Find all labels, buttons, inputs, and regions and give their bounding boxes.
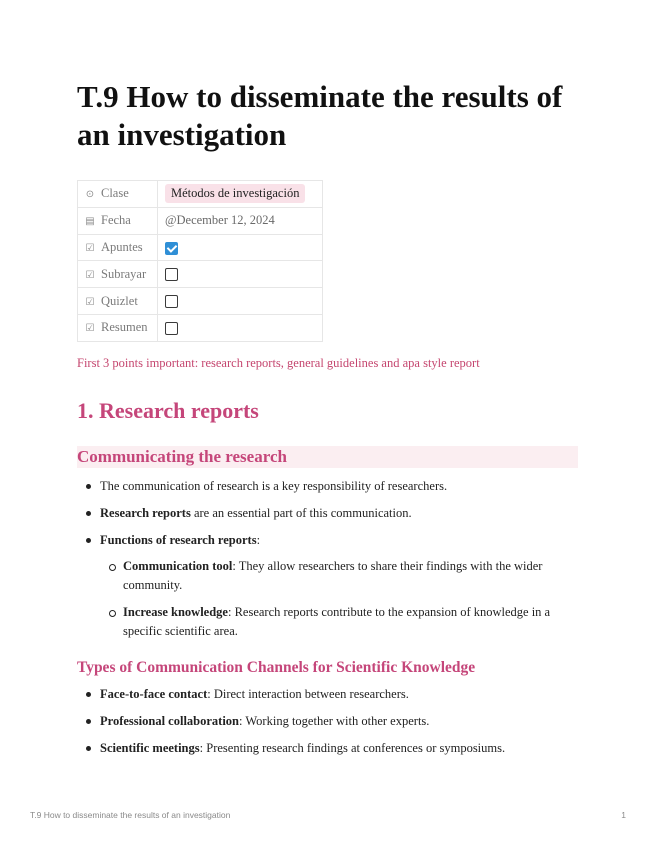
property-row-resumen — [78, 314, 323, 341]
note-text: First 3 points important: research reports, general guidelines and apa style report — [77, 356, 480, 370]
quizlet-checkbox[interactable] — [165, 295, 178, 308]
checkbox-property-icon: ☑ — [85, 323, 95, 335]
resumen-checkbox[interactable] — [165, 322, 178, 335]
list-item: The communication of research is a key responsibility of researchers. — [100, 477, 447, 496]
property-row-clase — [78, 181, 323, 208]
properties-table — [77, 180, 323, 342]
property-key: Fecha — [101, 213, 131, 228]
bullet-list-research — [100, 477, 447, 550]
property-row-fecha — [78, 207, 323, 234]
subrayar-checkbox[interactable] — [165, 268, 178, 281]
date-value[interactable]: @December 12, 2024 — [165, 213, 275, 228]
sub-bullet-list-functions — [123, 557, 568, 641]
clase-tag[interactable]: Métodos de investigación — [165, 184, 305, 203]
list-item: Research reports are an essential part of this communication. — [100, 504, 447, 523]
subheading-communicating-research: Communicating the research — [77, 446, 578, 468]
property-key: Subrayar — [101, 266, 147, 281]
list-item: Communication tool: They allow researchers to share their findings with the wider community. — [123, 557, 568, 595]
apuntes-checkbox[interactable] — [165, 242, 178, 255]
page-number: 1 — [621, 810, 626, 820]
list-item: Functions of research reports: — [100, 531, 447, 550]
page-title: T.9 How to disseminate the results of an investigation — [77, 79, 563, 152]
list-item: Face-to-face contact: Direct interaction between researchers. — [100, 685, 505, 704]
list-item: Increase knowledge: Research reports contribute to the expansion of knowledge in a specific scientific area. — [123, 603, 568, 641]
list-item: Scientific meetings: Presenting research findings at conferences or symposiums. — [100, 739, 505, 758]
section-heading-research-reports: 1. Research reports — [77, 398, 259, 423]
calendar-icon: ▤ — [85, 216, 95, 228]
checkbox-property-icon: ☑ — [85, 269, 95, 281]
checkbox-property-icon: ☑ — [85, 242, 95, 254]
select-icon: ⊙ — [85, 189, 95, 201]
property-row-apuntes — [78, 234, 323, 261]
property-row-subrayar — [78, 261, 323, 288]
subheading-communication-channels: Types of Communication Channels for Scientific Knowledge — [77, 659, 476, 676]
property-key: Quizlet — [101, 293, 138, 308]
checkbox-property-icon: ☑ — [85, 296, 95, 308]
property-row-quizlet — [78, 288, 323, 315]
bullet-list-channels — [100, 685, 505, 758]
property-key: Resumen — [101, 320, 148, 335]
footer-title: T.9 How to disseminate the results of an investigation — [30, 810, 231, 820]
property-key: Clase — [101, 186, 129, 201]
list-item: Professional collaboration: Working together with other experts. — [100, 712, 505, 731]
property-key: Apuntes — [101, 239, 143, 254]
